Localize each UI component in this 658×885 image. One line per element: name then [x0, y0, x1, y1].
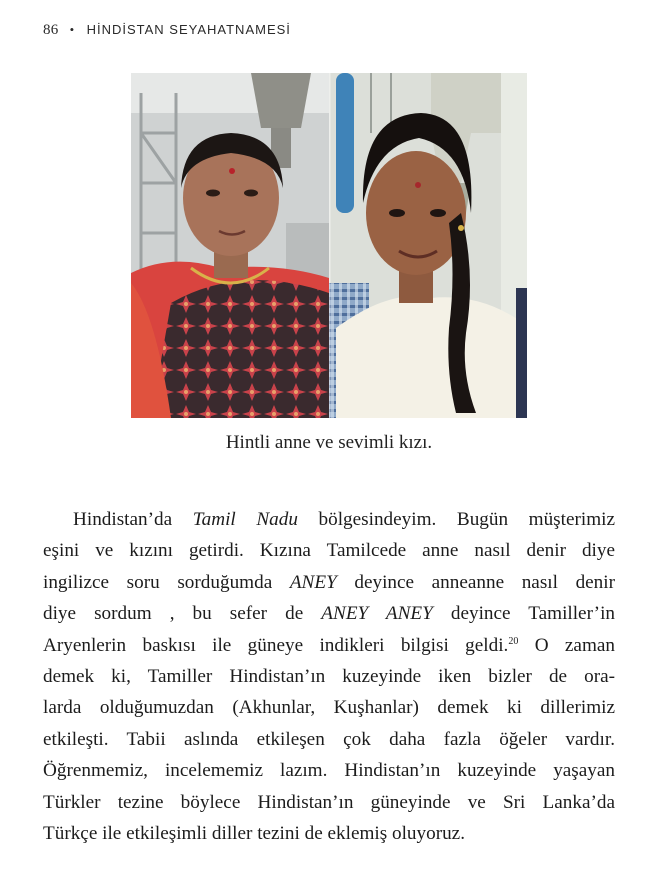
paragraph-line: larda olduğumuzdan (Akhunlar, Kuşhanlar) demek ki dillerimiz: [43, 697, 615, 719]
running-header: [43, 22, 291, 39]
footnote-marker[interactable]: 20: [508, 635, 519, 647]
paragraph-line: Aryenlerin baskısı ile güneye indikleri bilgisi geldi.$^{20}$ O zaman: [43, 634, 615, 656]
paragraph-line: demek ki, Tamiller Hindistan’ın kuzeyinde iken bizler de ora-: [43, 666, 615, 688]
book-title: HİNDİSTAN SEYAHATNAMESİ: [86, 22, 291, 37]
italic-term: Tamil Nadu: [192, 509, 298, 530]
mother-daughter-photo: [131, 73, 527, 418]
header-separator: •: [69, 22, 75, 37]
photo-caption: Hintli anne ve sevimli kızı.: [225, 432, 433, 453]
body-paragraph: [43, 504, 615, 849]
page-number: 86: [43, 22, 59, 38]
paragraph-line: ingilizce soru sorduğumda ANEY deyince anneanne nasıl denir: [43, 571, 615, 593]
paragraph-line: Türkler tezine böylece Hindistan’ın güneyinde ve Sri Lanka’da: [43, 791, 615, 813]
italic-term: ANEY ANEY: [321, 603, 433, 625]
paragraph-line: etkileşti. Tabii aslında etkileşen çok daha fazla öğeler vardır.: [43, 728, 615, 750]
paragraph-line: eşini ve kızını getirdi. Kızına Tamilcede anne nasıl denir diye: [43, 540, 615, 562]
paragraph-line: Türkçe ile etkileşimli diller tezini de eklemiş oluyoruz.: [43, 823, 465, 845]
paragraph-line: Hindistan’da Tamil Nadu bölgesindeyim. Bugün müşterimiz: [73, 509, 615, 530]
paragraph-line: Öğrenmemiz, incelememiz lazım. Hindistan’ın kuzeyinde yaşayan: [43, 760, 615, 782]
italic-term: ANEY: [289, 571, 337, 593]
paragraph-line: diye sordum , bu sefer de ANEY ANEY deyince Tamiller’in: [43, 603, 615, 625]
